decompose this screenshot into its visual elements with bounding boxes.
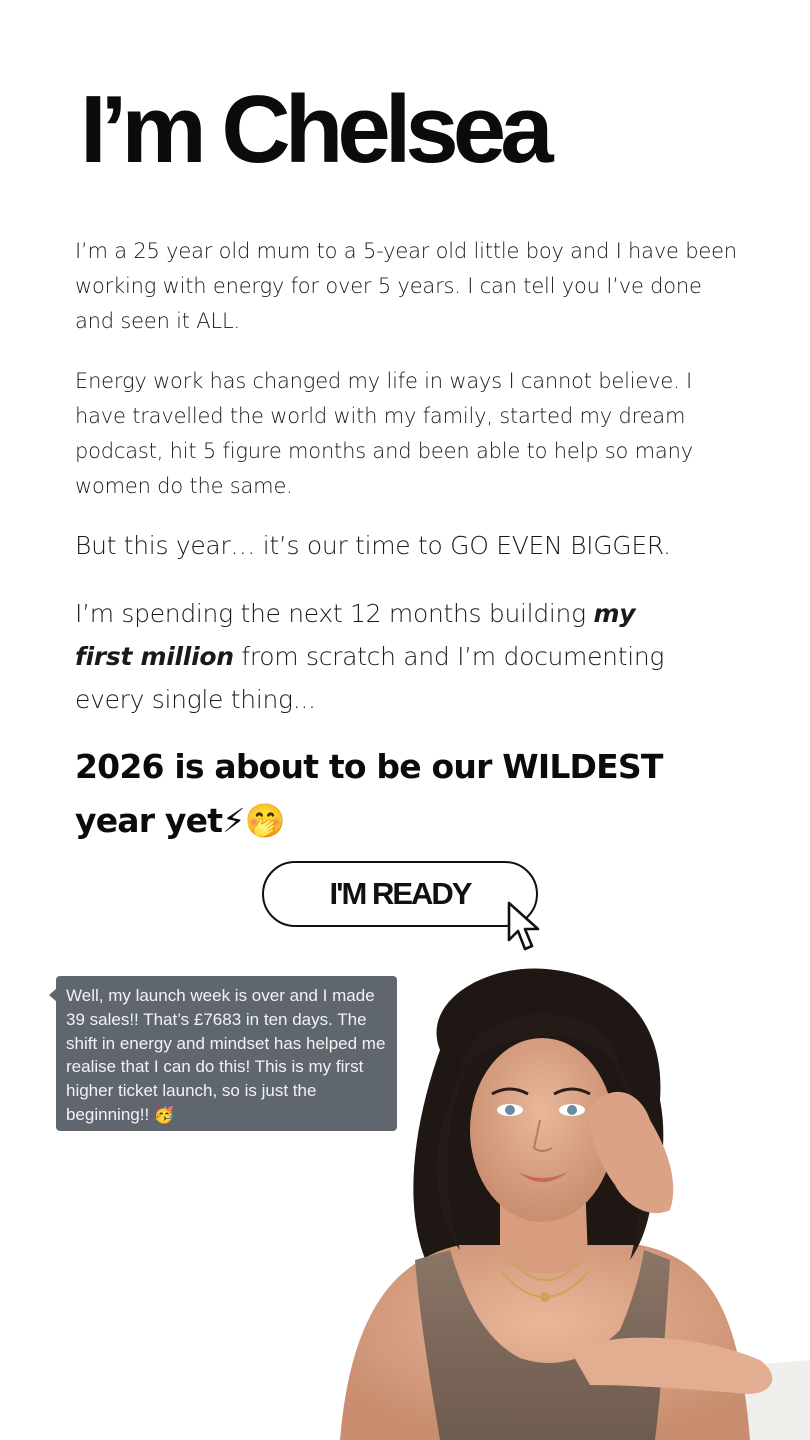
intro-paragraph: I’m a 25 year old mum to a 5-year old little boy and I have been working with energy for over 5 years. I can tell you I’ve done and seen it ALL. (75, 239, 737, 333)
portrait-photo (320, 960, 810, 1440)
im-ready-label: I'M READY (329, 876, 471, 911)
wildest-year-headline: 2026 is about to be our WILDEST year yet⚡🤭 (75, 747, 663, 840)
pointer-cursor-icon (505, 900, 549, 956)
million-text-end: from scratch and I’m documenting every single thing... (75, 642, 665, 714)
page-title: I’m Chelsea (80, 76, 548, 183)
million-emphasis: my first million (75, 599, 636, 671)
million-text-start: I’m spending the next 12 months building (75, 599, 594, 628)
million-paragraph (75, 592, 695, 721)
im-ready-button[interactable] (262, 861, 538, 927)
story-paragraph: Energy work has changed my life in ways I cannot believe. I have travelled the world with my family, started my dream podcast, hit 5 figure months and been able to help so many women do the same. (75, 369, 693, 498)
bigger-paragraph: But this year… it’s our time to GO EVEN BIGGER. (75, 531, 671, 560)
testimonial-text: Well, my launch week is over and I made 39 sales!! That’s £7683 in ten days. The shift in energy and mindset has helped me realise that I can do this! This is my first higher ticket launch, so is just the beginning!! 🥳 (66, 986, 386, 1124)
